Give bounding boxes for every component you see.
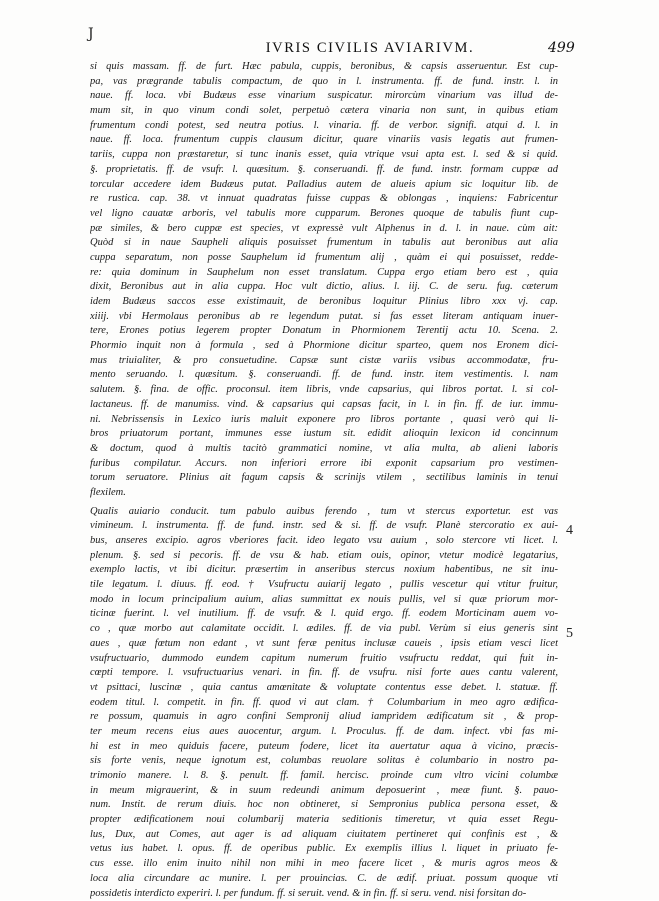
text-line: furibus compilatur. Accurs. non inferiori errore ibi exponit capsarium pro vestimen-	[90, 457, 558, 472]
text-line: bus, anseres excipio. agros vberiores facit. ideo legato vsu auium , solo stercore vti licet. l.	[90, 534, 558, 549]
text-line: naue. ff. loca. frumentum cuppis clausum dicitur, quare vinariis vasis legatis aut frumen-	[90, 133, 558, 148]
text-line: ni. Nebrissensis in Lexico iuris maluit exponere pro libros portante , quasi verò qui li-	[90, 413, 558, 428]
text-line: loca alia circundare ac munire. l. per prouincias. C. de ædif. priuat. possum quoque vti	[90, 872, 558, 887]
text-line: cuppa separatum, non posse Sauphelum id frumentum alij , quàm ei qui posuisset, redde-	[90, 251, 558, 266]
text-line: tile legatum. l. diuus. ff. eod. † Vsufructu auiarij legato , pullis vescetur qui vtitur fruitur,	[90, 578, 558, 593]
text-line: vimineum. l. instrumenta. ff. de fund. instr. sed & si. ff. de vsufr. Planè stercoratio ex aui-	[90, 519, 558, 534]
text-line: bros priuatorum portant, immunes esse iustum sit. edidit alioquin lexicon id concinnum	[90, 427, 558, 442]
text-line: in meum migrauerint, & in suum redeundi animum deposuerint , meæ fiunt. §. pauo-	[90, 784, 558, 799]
text-line: ticinæ fuerint. l. vel inutilium. ff. de vsufr. & l. quid ergo. ff. eodem Morticinam auem vo-	[90, 607, 558, 622]
body-text	[90, 60, 558, 901]
text-line: plenum. §. sed si pecoris. ff. de vsu & hab. etiam ouis, opinor, vtetur modicè legatarius,	[90, 549, 558, 564]
text-line: vt psittaci, luscinæ , quia cantus amœnitate & voluptate contentus esse debet. l. statuæ. ff.	[90, 681, 558, 696]
text-line: lactaneus. ff. de manumiss. vind. & capsarius qui capsas facit, in l. in fin. ff. de iur. immu-	[90, 398, 558, 413]
text-line: xiiij. vbi Hermolaus peronibus ab re legendum putat. si fas esset literam antiquam inuer-	[90, 310, 558, 325]
text-line: possidetis interdicto experiri. l. per fundum. ff. si seruit. vend. & in fin. ff. si seru. vend. nisi forsitan do-	[90, 887, 558, 901]
text-line: mum sit, in quo vinum condi solet, perpetuò cætera vinaria non sunt, in quibus etiam	[90, 104, 558, 119]
text-line: cœpti tempore. l. vsufructuarius venari. in fin. ff. de vsufru. nisi forte aues cantu valerent,	[90, 666, 558, 681]
text-line: idem Budæus saccos esse existimauit, de beronibus loquitur Plinius libro xxx vj. cap.	[90, 295, 558, 310]
text-line: Qualis auiario conducit. tum pabulo auibus ferendo , tum vt stercus exportetur. est vas	[90, 505, 558, 520]
text-line: torum seruatore. Plinius ait fagum capsis & scrinijs vtilem , sectilibus laminis in tenui	[90, 471, 558, 486]
text-line: frumentum condi potest, sed neutra potius. l. vinaria. ff. de verbor. signifi. atqui d. l. in	[90, 119, 558, 134]
running-head: IVRIS CIVILIS AVIARIVM.	[205, 40, 535, 57]
text-line: exemplo lactis, vt ibi dicitur. præsertim in anseribus stercus noxium habentibus, ne sit inu-	[90, 563, 558, 578]
corner-mark: J	[88, 26, 94, 42]
text-line: vsufructuario, dummodo eundem capitum numerum fruitio vsufructu reddat, qui fuit in-	[90, 652, 558, 667]
page-number: 499	[548, 40, 575, 56]
text-line: torcular accedere idem Budæus putat. Palladius autem de alueis apium sic loquitur lib. de	[90, 178, 558, 193]
text-line: Phormio inquit non à formula , sed à Phormione dicitur sparteo, quem nos Eronem dici-	[90, 339, 558, 354]
text-line: salutem. §. fina. de offic. proconsul. item libris, vnde capsarius, qui libros portat. l. si col-	[90, 383, 558, 398]
text-line: num. Instit. de rerum diuis. hoc non obtineret, si Sempronius publica persona esset, &	[90, 798, 558, 813]
text-line: vetus ius habet. l. opus. ff. de operibus public. Ex exemplis illius l. liquet in priuato fe-	[90, 842, 558, 857]
text-line: & doctum, quod à multis tacitò grammatici nomine, vt alia multa, ab alieni laboris	[90, 442, 558, 457]
text-line: re rustica. cap. 38. vt innuat quadratas fuisse cuppas & oblongas , inquiens: Fabricentur	[90, 192, 558, 207]
text-line: aues , quæ fœtum non edant , vt sunt feræ penitus inclusæ caueis , ipsis etiam vesci licet	[90, 637, 558, 652]
text-line: flexilem.	[90, 486, 558, 501]
text-line: Quòd si in naue Saupheli aliquis posuisset frumentum in tabulis aut beronibus aut alia	[90, 236, 558, 251]
text-line: hi est in meo quiduis facere, puteum fodere, licet ita auertatur aqua à vicino, præcis-	[90, 740, 558, 755]
margin-note: 4	[566, 523, 573, 539]
text-line: co , quæ morbo aut calamitate occidit. l. ædiles. ff. de via publ. Verùm si eius generis sint	[90, 622, 558, 637]
text-line: propter ædificationem noui columbarij materia seditionis timeretur, vt quia esset Regu-	[90, 813, 558, 828]
text-line: mento seruando. l. quæsitum. §. conseruandi. ff. de fund. instr. item vestimentis. l. nam	[90, 368, 558, 383]
text-line: pa, vas prægrande tabulis compactum, de quo in l. instrumenta. ff. de fund. instr. l. in	[90, 75, 558, 90]
text-line: naue. ff. loca. vbi Budæus esse vinarium suspicatur. mirorcùm vinarium vas illud de-	[90, 89, 558, 104]
text-line: dixit, Beronibus aut in alia cuppa. Hoc vult dictio, alius. l. iij. C. de seru. fug. cæterum	[90, 280, 558, 295]
text-line: tariis, cuppa non præstaretur, si tunc inanis esset, quia vtrique vsui apta est. l. sed & si quid.	[90, 148, 558, 163]
text-line: re: quia dominum in Sauphelum non esset translatum. Cuppa ergo etiam bero est , quia	[90, 266, 558, 281]
text-line: tere, Erones potius legerem propter Donatum in Phormionem Terentij actu 10. Scena. 2.	[90, 324, 558, 339]
text-line: eodem titul. l. competit. in fin. ff. quod vi aut clam. † Columbarium in meo agro ædifica-	[90, 696, 558, 711]
text-line: re possum, quamuis in agro confini Sempronij aliud iamprìdem ædificatum sit , & prop-	[90, 710, 558, 725]
text-line: lus, Dux, aut Comes, aut ager is ad aliquam ciuitatem pertineret qui confinis est , &	[90, 828, 558, 843]
margin-note: 5	[566, 626, 573, 642]
text-line: modo in locum principalium auium, alias summittat ex nouis pullis, vel si quæ priorum mor-	[90, 593, 558, 608]
text-line: mus triuialiter, & pro consuetudine. Capsæ sunt cistæ variis vsibus accommodatæ, fru-	[90, 354, 558, 369]
text-line: pæ similes, & bero cuppæ est species, vt expressè vult Alphenus in d. l. in naue. cùm ait:	[90, 222, 558, 237]
text-line: sis forte venis, neque ignotum est, columbas reuolare solitas è columbario in nostro pa-	[90, 754, 558, 769]
text-line: §. proprietatis. ff. de vsufr. l. quæsitum. §. conseruandi. ff. de fund. instr. formam cuppæ ad	[90, 163, 558, 178]
text-line: vel ligno cauatæ arboris, vel tabulis more cupparum. Berones quoque de tabulis fiunt cup-	[90, 207, 558, 222]
text-line: trimonio manere. l. 8. §. penult. ff. famil. hercisc. proinde cum vltro vicini columbæ	[90, 769, 558, 784]
text-line: si quis massam. ff. de furt. Hæc pabula, cuppis, beronibus, & capsis asseruentur. Est cup-	[90, 60, 558, 75]
text-line: ter meum recens eius aues auocentur, argum. l. Proculus. ff. de dam. infect. vbi fas mi-	[90, 725, 558, 740]
text-line: cus esse. illo enim inuito nihil non mihi in meo facere licet , & muris agros meos &	[90, 857, 558, 872]
